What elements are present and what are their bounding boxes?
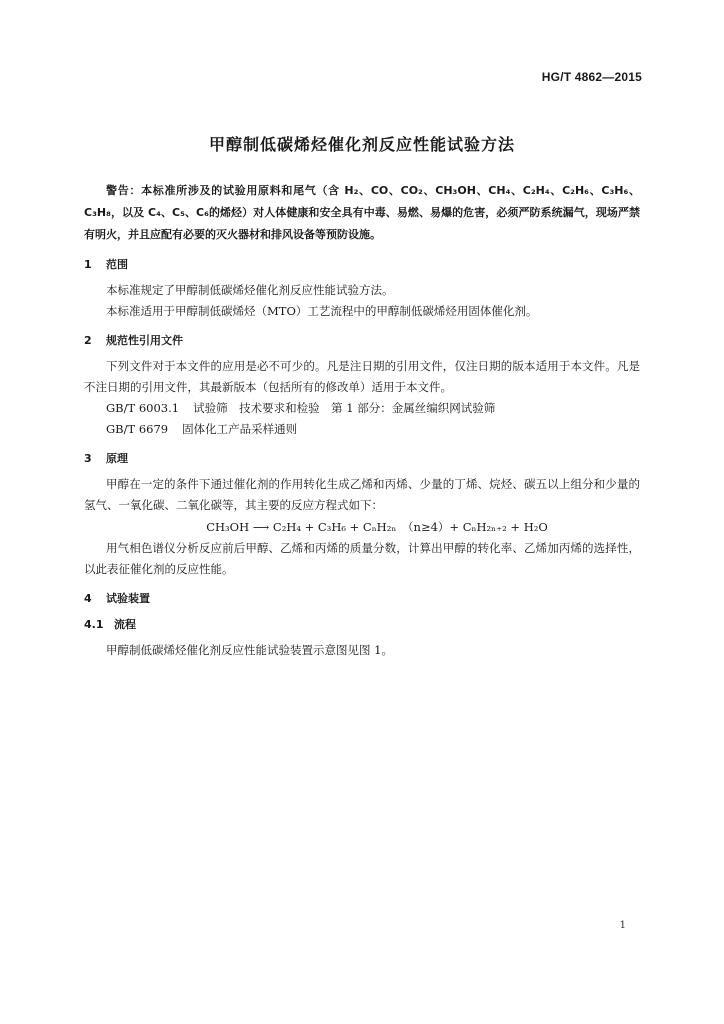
section-number: 4.1 <box>84 618 104 631</box>
section-number: 2 <box>84 334 92 347</box>
document-body <box>84 180 640 661</box>
reference-item <box>84 398 640 419</box>
section-3-paragraph-1: 甲醇在一定的条件下通过催化剂的作用转化生成乙烯和丙烯、少量的丁烯、烷烃、碳五以上组分和少量的氢气、一氧化碳、二氧化碳等，其主要的反应方程式如下： <box>84 477 640 512</box>
page-number: 1 <box>619 920 626 931</box>
warning-paragraph: 警告：本标准所涉及的试验用原料和尾气（含 H₂、CO、CO₂、CH₃OH、CH₄、C₂H₄、C₂H₆、C₃H₆、C₃H₈，以及 C₄、C₅、C₆的烯烃）对人体健康和安全具有中毒、易燃、易爆的危害，必须严防系统漏气，现场严禁有明火，并且应配有必要的灭火器材和排风设备等预防设施。 <box>84 184 640 241</box>
section-title: 范围 <box>106 258 128 271</box>
reaction-equation: CH₃OH ⟶ C₂H₄ + C₃H₆ + CₙH₂ₙ （n≥4）+ CₙH₂ₙ₊₂ + H₂O <box>206 520 548 534</box>
section-2-paragraph-1: 下列文件对于本文件的应用是必不可少的。凡是注日期的引用文件，仅注日期的版本适用于本文件。凡是不注日期的引用文件，其最新版本（包括所有的修改单）适用于本文件。 <box>84 359 640 394</box>
reference-code: GB/T 6679 <box>106 422 169 436</box>
section-1-paragraph-2: 本标准适用于甲醇制低碳烯烃（MTO）工艺流程中的甲醇制低碳烯烃用固体催化剂。 <box>106 304 538 318</box>
section-number: 3 <box>84 452 92 465</box>
reference-title: 试验筛 技术要求和检验 第 1 部分：金属丝编织网试验筛 <box>193 401 496 415</box>
reference-title: 固体化工产品采样通则 <box>182 422 298 436</box>
section-title: 流程 <box>114 618 136 631</box>
reference-item <box>84 419 640 440</box>
section-4-heading <box>84 588 640 610</box>
section-title: 原理 <box>106 452 128 465</box>
section-2-heading <box>84 330 640 352</box>
standard-code: HG/T 4862—2015 <box>541 70 642 84</box>
section-3-heading <box>84 448 640 470</box>
section-1-paragraph-1: 本标准规定了甲醇制低碳烯烃催化剂反应性能试验方法。 <box>106 283 394 297</box>
document-title: 甲醇制低碳烯烃催化剂反应性能试验方法 <box>208 135 515 154</box>
reference-code: GB/T 6003.1 <box>106 401 180 415</box>
section-number: 1 <box>84 258 92 271</box>
section-title: 规范性引用文件 <box>106 334 183 347</box>
section-3-paragraph-2: 用气相色谱仪分析反应前后甲醇、乙烯和丙烯的质量分数，计算出甲醇的转化率、乙烯加丙烯的选择性，以此表征催化剂的反应性能。 <box>84 541 640 576</box>
section-4-1-paragraph-1: 甲醇制低碳烯烃催化剂反应性能试验装置示意图见图 1。 <box>106 643 393 657</box>
section-title: 试验装置 <box>106 592 150 605</box>
section-4-1-heading <box>84 614 640 636</box>
section-number: 4 <box>84 592 92 605</box>
section-1-heading <box>84 254 640 276</box>
